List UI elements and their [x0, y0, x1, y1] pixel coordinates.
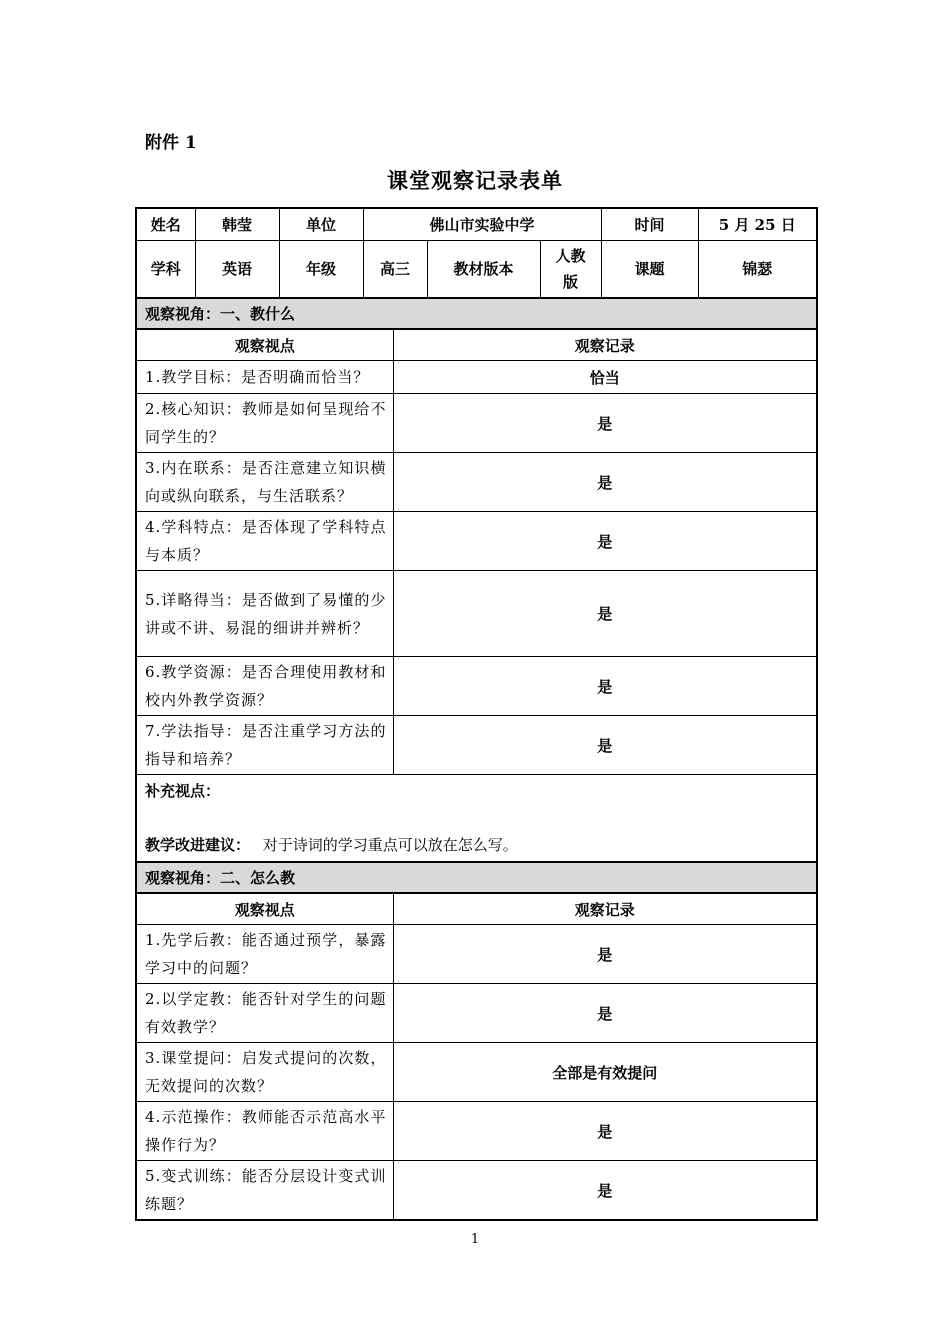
suggestion-text: 对于诗词的学习重点可以放在怎么写。	[262, 836, 518, 854]
section2-col-point: 观察视点	[136, 893, 393, 925]
answer: 是	[393, 1102, 817, 1161]
table-row	[136, 394, 817, 453]
answer: 全部是有效提问	[393, 1043, 817, 1102]
suggestion-label: 教学改进建议：	[145, 836, 251, 854]
question: 2.核心知识：教师是如何呈现给不同学生的？	[136, 394, 393, 453]
topic-value: 锦瑟	[698, 241, 817, 298]
table-row	[136, 361, 817, 394]
subject-label: 学科	[136, 241, 195, 298]
supplement-cell	[136, 775, 817, 863]
answer: 是	[393, 984, 817, 1043]
unit-label: 单位	[279, 208, 363, 241]
topic-label: 课题	[601, 241, 698, 298]
table-row	[136, 512, 817, 571]
edition-label: 教材版本	[427, 241, 540, 298]
question: 4.学科特点：是否体现了学科特点与本质？	[136, 512, 393, 571]
answer: 是	[393, 657, 817, 716]
info-table	[135, 207, 818, 298]
table-row	[136, 571, 817, 657]
question: 3.内在联系：是否注意建立知识横向或纵向联系，与生活联系？	[136, 453, 393, 512]
question: 4.示范操作：教师能否示范高水平操作行为？	[136, 1102, 393, 1161]
observation-table	[135, 297, 818, 1221]
question: 3.课堂提问：启发式提问的次数，无效提问的次数？	[136, 1043, 393, 1102]
time-value: 5 月 25 日	[698, 208, 817, 241]
table-row	[136, 657, 817, 716]
name-label: 姓名	[136, 208, 195, 241]
question: 5.详略得当：是否做到了易懂的少讲或不讲、易混的细讲并辨析？	[136, 571, 393, 657]
answer: 恰当	[393, 361, 817, 394]
table-row	[136, 984, 817, 1043]
page-title: 课堂观察记录表单	[387, 168, 563, 193]
question: 1.教学目标：是否明确而恰当？	[136, 361, 393, 394]
supplement-label: 补充视点：	[145, 782, 221, 800]
answer: 是	[393, 394, 817, 453]
subject-value: 英语	[195, 241, 279, 298]
answer: 是	[393, 571, 817, 657]
table-row	[136, 1161, 817, 1221]
question: 6.教学资源：是否合理使用教材和校内外教学资源？	[136, 657, 393, 716]
section2-col-record: 观察记录	[393, 893, 817, 925]
section1-col-point: 观察视点	[136, 329, 393, 361]
section1-col-record: 观察记录	[393, 329, 817, 361]
question: 2.以学定教：能否针对学生的问题有效教学？	[136, 984, 393, 1043]
table-row	[136, 1043, 817, 1102]
question: 1.先学后教：能否通过预学，暴露学习中的问题？	[136, 925, 393, 984]
section1-title: 观察视角：一、教什么	[136, 298, 817, 329]
time-label: 时间	[601, 208, 698, 241]
table-row	[136, 1102, 817, 1161]
section2-title: 观察视角：二、怎么教	[136, 862, 817, 893]
name-value: 韩莹	[195, 208, 279, 241]
question: 7.学法指导：是否注重学习方法的指导和培养？	[136, 716, 393, 775]
answer: 是	[393, 716, 817, 775]
table-row	[136, 925, 817, 984]
table-row	[136, 716, 817, 775]
table-row	[136, 453, 817, 512]
edition-value: 人教版	[540, 241, 601, 298]
attachment-label: 附件 1	[145, 133, 197, 153]
unit-value: 佛山市实验中学	[363, 208, 601, 241]
answer: 是	[393, 453, 817, 512]
question: 5.变式训练：能否分层设计变式训练题？	[136, 1161, 393, 1221]
page-number: 1	[470, 1232, 480, 1247]
grade-value: 高三	[363, 241, 427, 298]
grade-label: 年级	[279, 241, 363, 298]
answer: 是	[393, 512, 817, 571]
answer: 是	[393, 925, 817, 984]
answer: 是	[393, 1161, 817, 1221]
